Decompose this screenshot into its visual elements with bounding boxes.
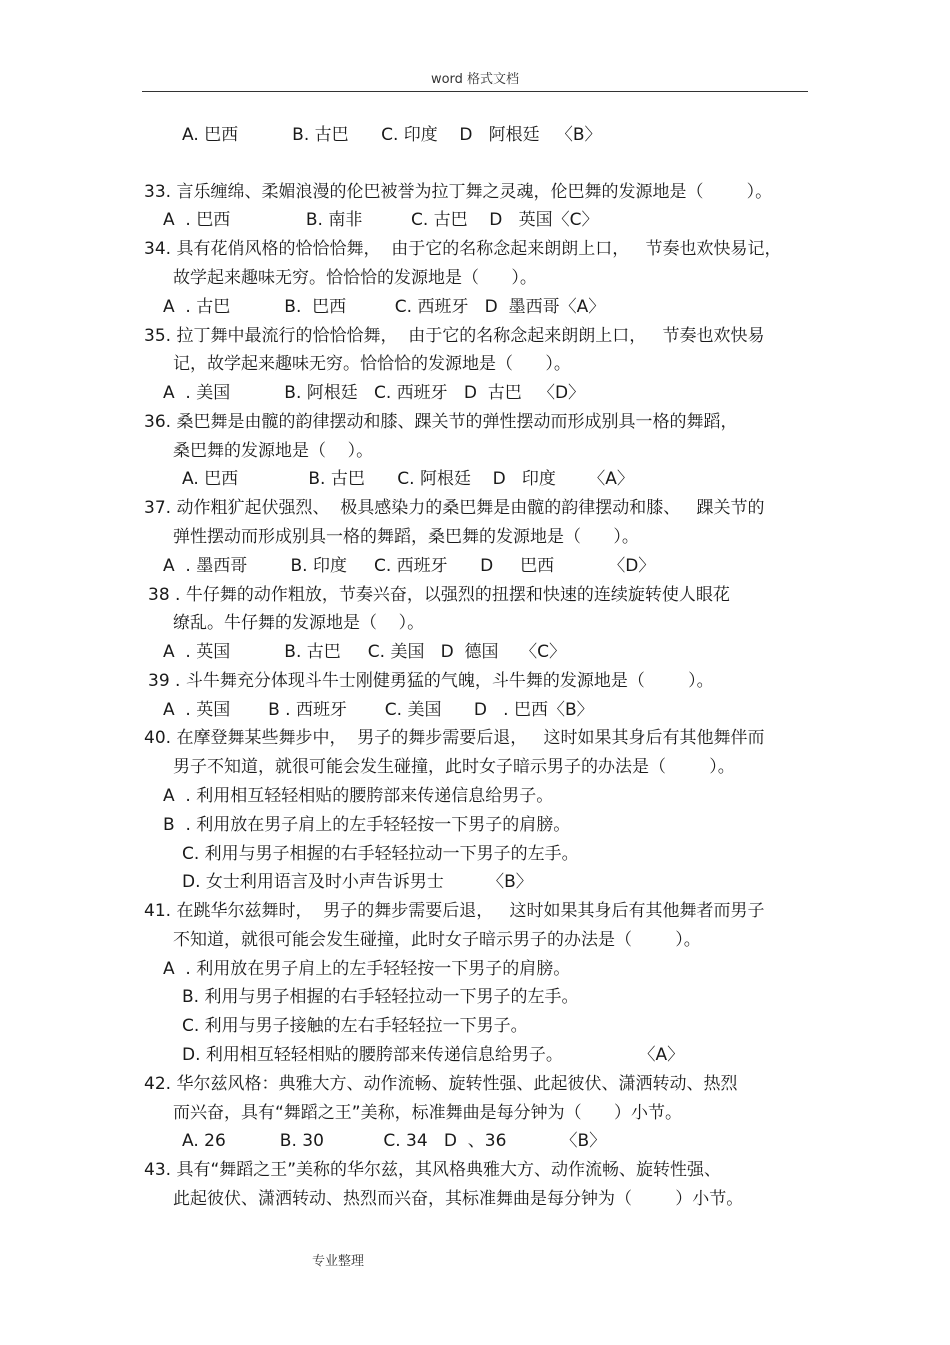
question-35-cont: 记，故学起来趣味无穷。恰恰恰的发源地是（ ）。 xyxy=(173,354,571,374)
question-34: 34. 具有花俏风格的恰恰恰舞， 由于它的名称念起来朗朗上口， 节奏也欢快易记， xyxy=(144,239,782,259)
question-40-cont: 男子不知道，就很可能会发生碰撞，此时女子暗示男子的办法是（ ）。 xyxy=(173,757,735,777)
question-41-cont: 不知道，就很可能会发生碰撞，此时女子暗示男子的办法是（ ）。 xyxy=(173,930,701,950)
page-header: word 格式文档 xyxy=(430,72,520,87)
answer-options-37: A . 墨西哥 B. 印度 C. 西班牙 D 巴西 〈D〉 xyxy=(163,556,656,576)
answer-options-33: A . 巴西 B. 南非 C. 古巴 D 英国〈C〉 xyxy=(163,210,599,230)
question-43: 43. 具有“舞蹈之王”美称的华尔兹，其风格典雅大方、动作流畅、旋转性强、 xyxy=(144,1160,722,1180)
answer-option-40-b: B . 利用放在男子肩上的左手轻轻按一下男子的肩膀。 xyxy=(163,815,571,835)
question-35: 35. 拉丁舞中最流行的恰恰恰舞， 由于它的名称念起来朗朗上口， 节奏也欢快易 xyxy=(144,326,765,346)
question-37: 37. 动作粗犷起伏强烈、 极具感染力的桑巴舞是由髋的韵律摆动和膝、 踝关节的 xyxy=(144,498,765,518)
question-38: 38 . 牛仔舞的动作粗放，节奏兴奋，以强烈的扭摆和快速的连续旋转使人眼花 xyxy=(148,585,730,605)
question-34-cont: 故学起来趣味无穷。恰恰恰的发源地是（ ）。 xyxy=(173,268,537,288)
answer-option-41-d: D. 利用相互轻轻相贴的腰胯部来传递信息给男子。 〈A〉 xyxy=(182,1045,685,1065)
answer-option-40-c: C. 利用与男子相握的右手轻轻拉动一下男子的左手。 xyxy=(182,844,579,864)
answer-options-36: A. 巴西 B. 古巴 C. 阿根廷 D 印度 〈A〉 xyxy=(182,469,634,489)
question-42: 42. 华尔兹风格：典雅大方、动作流畅、旋转性强、此起彼伏、潇洒转动、热烈 xyxy=(144,1074,738,1094)
answer-option-41-b: B. 利用与男子相握的右手轻轻拉动一下男子的左手。 xyxy=(182,987,579,1007)
answer-option-41-c: C. 利用与男子接触的左右手轻轻拉一下男子。 xyxy=(182,1016,528,1036)
answer-option-40-d: D. 女士利用语言及时小声告诉男士 〈B〉 xyxy=(182,872,533,892)
question-36: 36. 桑巴舞是由髋的韵律摆动和膝、踝关节的弹性摆动而形成别具一格的舞蹈， xyxy=(144,412,738,432)
question-38-cont: 缭乱。牛仔舞的发源地是（ ）。 xyxy=(173,613,425,633)
question-40: 40. 在摩登舞某些舞步中， 男子的舞步需要后退， 这时如果其身后有其他舞伴而 xyxy=(144,728,765,748)
answer-option-41-a: A . 利用放在男子肩上的左手轻轻按一下男子的肩膀。 xyxy=(163,959,571,979)
question-42-cont: 而兴奋，具有“舞蹈之王”美称，标准舞曲是每分钟为（ ）小节。 xyxy=(173,1103,683,1123)
answer-options-38: A . 英国 B. 古巴 C. 美国 D 德国 〈C〉 xyxy=(163,642,567,662)
answer-options-35: A . 美国 B. 阿根廷 C. 西班牙 D 古巴 〈D〉 xyxy=(163,383,586,403)
answer-options-34: A . 古巴 B. 巴西 C. 西班牙 D 墨西哥〈A〉 xyxy=(163,297,606,317)
question-39: 39 . 斗牛舞充分体现斗牛士刚健勇猛的气魄，斗牛舞的发源地是（ ）。 xyxy=(148,671,714,691)
page-footer: 专业整理 xyxy=(312,1254,365,1269)
question-43-cont: 此起彼伏、潇洒转动、热烈而兴奋，其标准舞曲是每分钟为（ ）小节。 xyxy=(173,1189,744,1209)
answer-option-40-a: A . 利用相互轻轻相贴的腰胯部来传递信息给男子。 xyxy=(163,786,554,806)
answer-options-42: A. 26 B. 30 C. 34 D 、36 〈B〉 xyxy=(182,1131,607,1151)
question-36-cont: 桑巴舞的发源地是（ ）。 xyxy=(173,441,374,461)
question-33: 33. 言乐缠绵、柔媚浪漫的伦巴被誉为拉丁舞之灵魂，伦巴舞的发源地是（ ）。 xyxy=(144,182,773,202)
question-37-cont: 弹性摆动而形成别具一格的舞蹈，桑巴舞的发源地是（ ）。 xyxy=(173,527,639,547)
header-rule xyxy=(142,91,808,92)
question-41: 41. 在跳华尔兹舞时， 男子的舞步需要后退， 这时如果其身后有其他舞者而男子 xyxy=(144,901,765,921)
answer-options-32: A. 巴西 B. 古巴 C. 印度 D 阿根廷 〈B〉 xyxy=(182,125,602,145)
answer-options-39: A . 英国 B . 西班牙 C. 美国 D . 巴西〈B〉 xyxy=(163,700,594,720)
